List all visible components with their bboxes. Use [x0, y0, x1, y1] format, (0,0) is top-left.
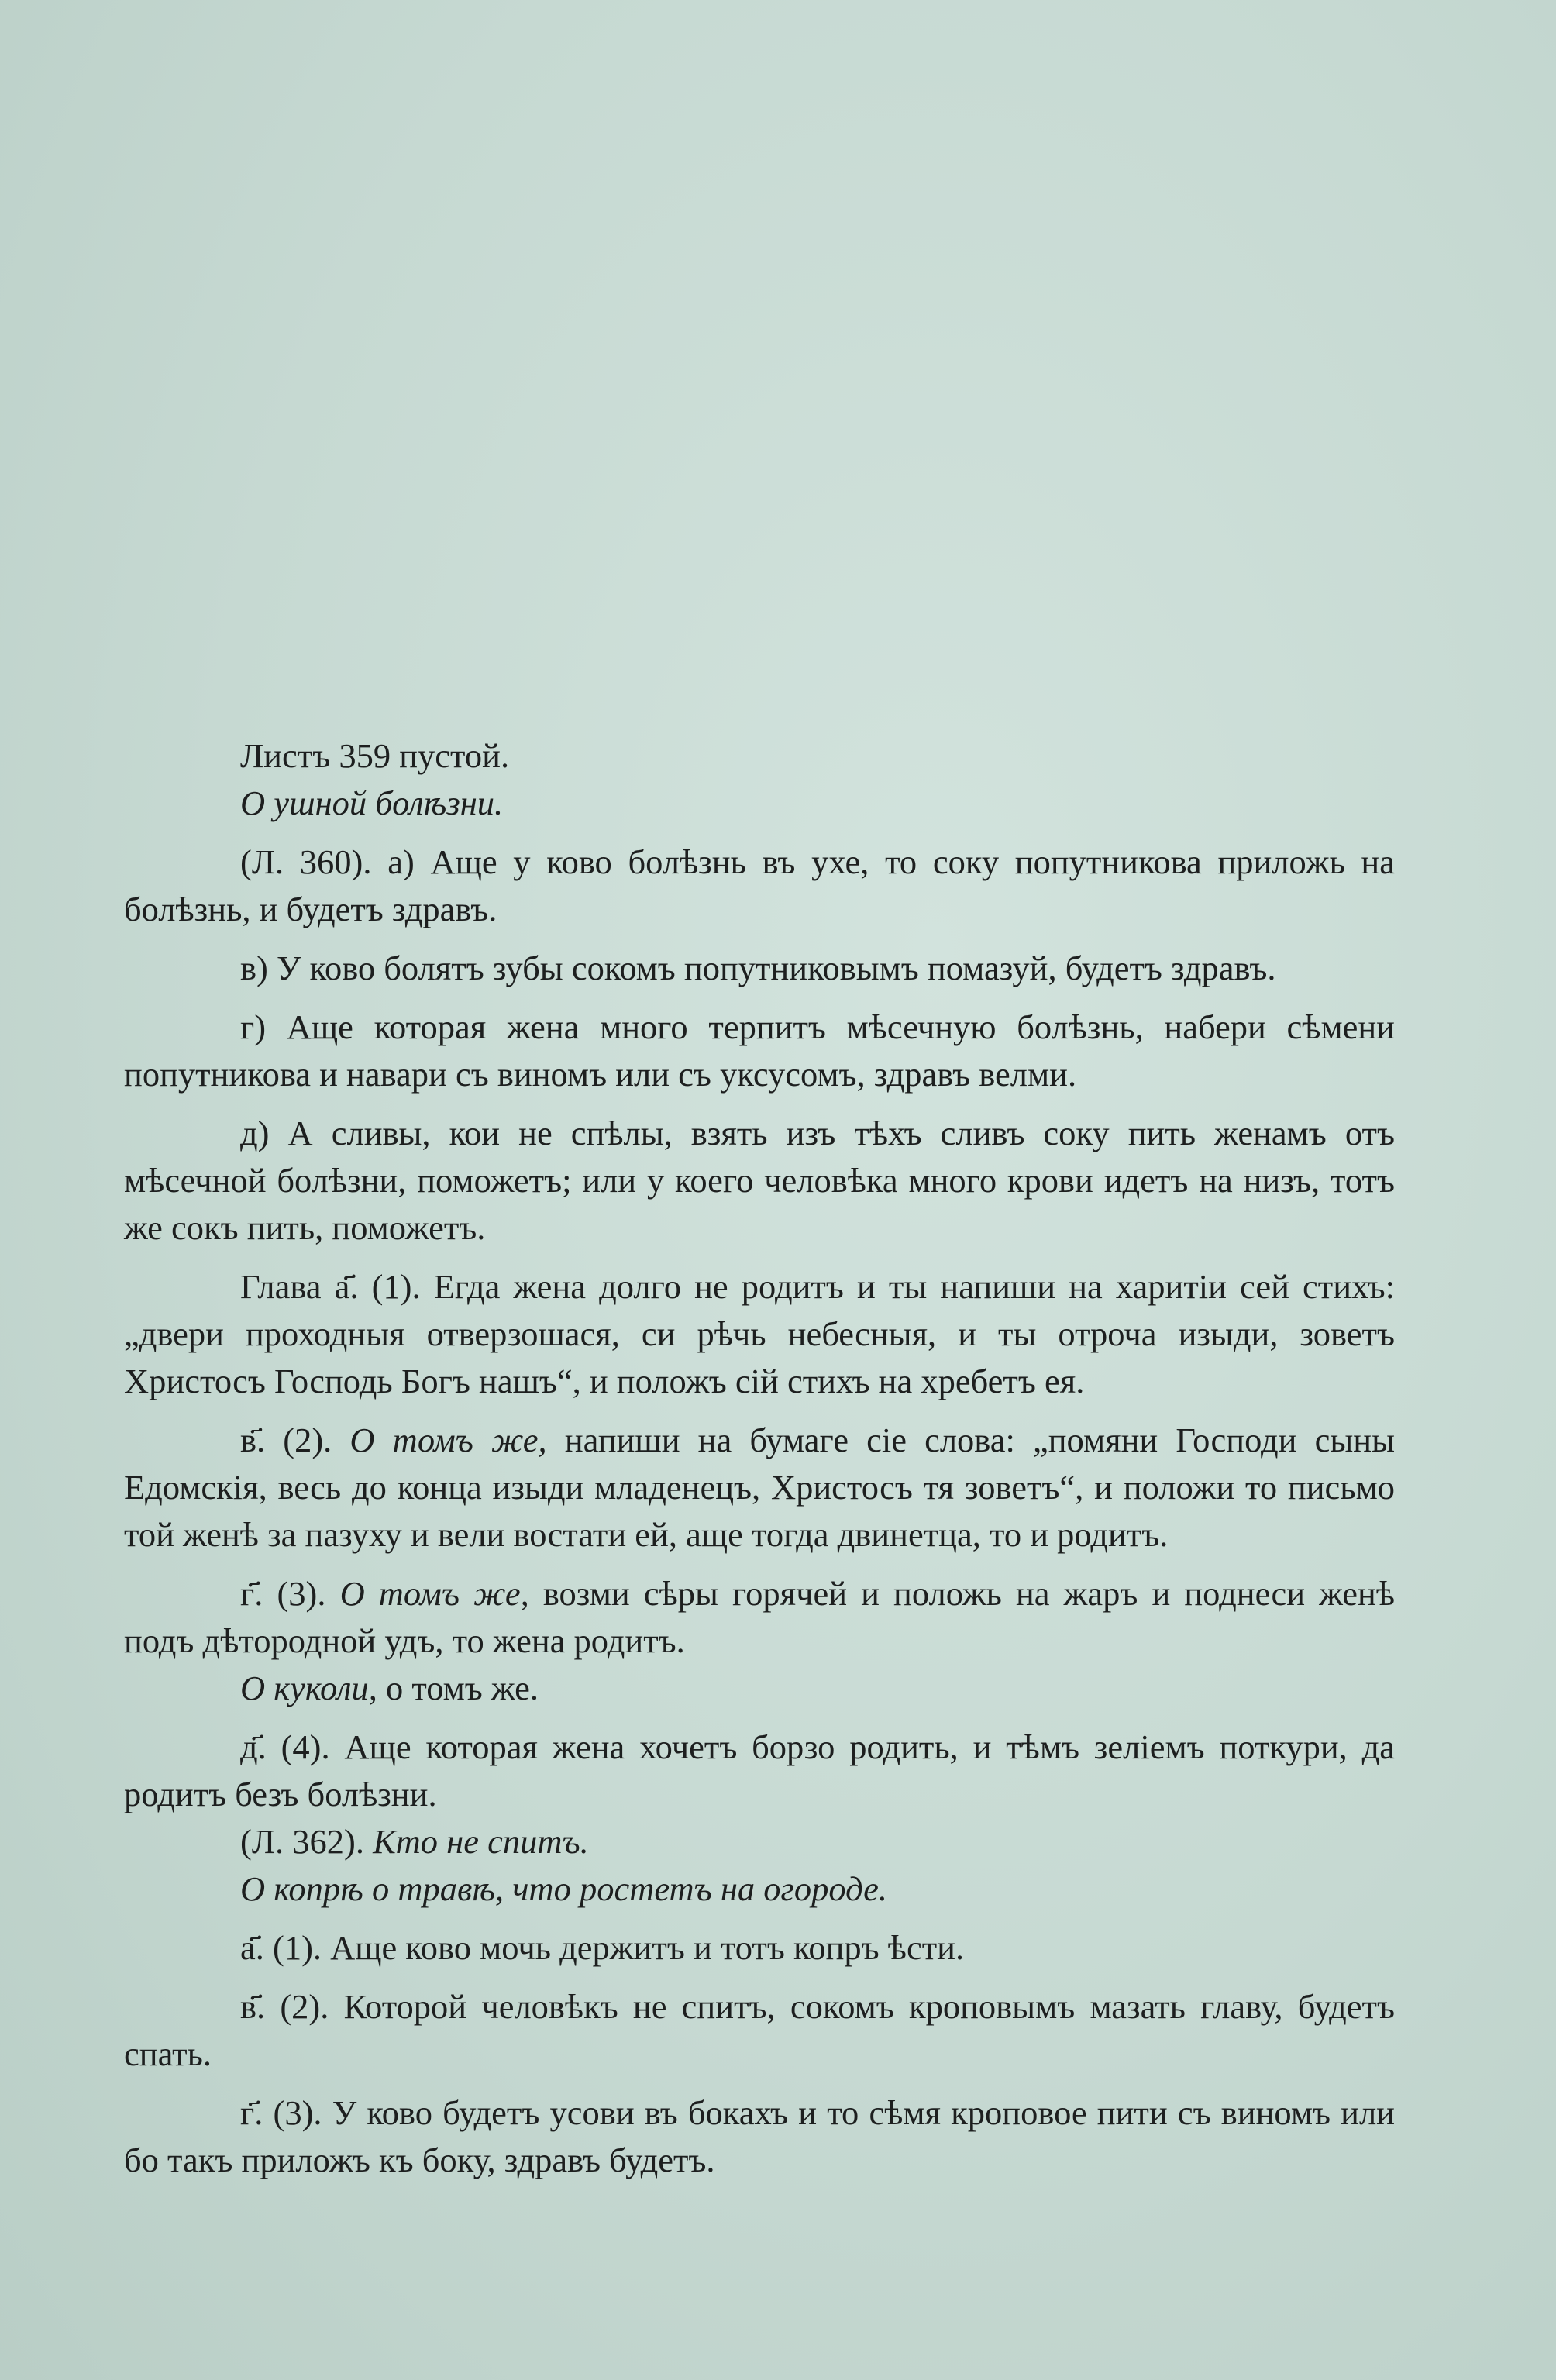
paragraph-cockle [124, 1665, 1395, 1712]
paragraph-item-a [124, 839, 1395, 933]
item-text: У ково болятъ зубы сокомъ попутниковымъ помазуй, будетъ здравъ. [267, 949, 1276, 987]
item-marker: а҃. (1). [240, 1928, 322, 1967]
item-text: возми сѣры горячей и положь на жаръ и поднеси женѣ подъ дѣтородной удъ, то жена родитъ. [124, 1574, 1396, 1660]
item-italic-lead: О куколи, [240, 1669, 377, 1707]
item-marker: в҃. (2). [240, 1987, 329, 2026]
heading-dill: О копрѣ о травѣ, что ростетъ на огороде. [240, 1869, 888, 1908]
item-marker: Глава а҃. (1). [240, 1267, 421, 1306]
paragraph-chapter-2 [124, 1417, 1395, 1559]
item-marker: (Л. 360). а) [240, 842, 415, 881]
paragraph-item-d [124, 1110, 1395, 1252]
item-text: Которой человѣкъ не спитъ, сокомъ кроповымъ мазать главу, будетъ спать. [124, 1987, 1395, 2073]
item-marker: в) [240, 949, 268, 987]
item-marker: г҃. (3). [240, 1574, 326, 1613]
item-text: о томъ же. [377, 1669, 539, 1707]
item-text: А сливы, кои не спѣлы, взять изъ тѣхъ сливъ соку пить женамъ отъ мѣсечной болѣзни, поможетъ; или у коего человѣка много крови идетъ на низъ, тотъ же сокъ пить, поможетъ. [124, 1114, 1395, 1247]
paragraph-dill-3 [124, 2089, 1395, 2184]
item-marker: д҃. (4). [240, 1727, 330, 1766]
heading-ear-disease: О ушной болѣзни. [240, 784, 504, 822]
item-marker: д) [240, 1114, 270, 1152]
item-italic-lead: О томъ же, [332, 1421, 547, 1459]
item-italic-lead: Кто не спитъ. [363, 1822, 589, 1861]
paragraph-leaf-362 [124, 1818, 1395, 1865]
paragraph-item-g [124, 1004, 1395, 1098]
item-marker: (Л. 362). [240, 1822, 364, 1861]
item-text: напиши на бумаге сіе слова: „помяни Господи сыны Едомскія, весь до конца изыди младенецъ, Христосъ тя зоветъ“, и положи то письмо той женѣ за пазуху и вели востати ей, аще тогда двинетца, то и родитъ. [124, 1421, 1395, 1554]
item-marker: в҃. (2). [240, 1421, 332, 1459]
item-italic-lead: О томъ же, [325, 1574, 529, 1613]
paragraph-chapter-1 [124, 1263, 1395, 1405]
paragraph-chapter-3 [124, 1570, 1395, 1665]
item-marker: г҃. (3). [240, 2093, 322, 2132]
item-text: Аще которая жена хочетъ борзо родить, и тѣмъ зеліемъ поткури, да родитъ безъ болѣзни. [124, 1727, 1396, 1813]
page-text-column [124, 732, 1395, 2184]
item-text: Егда жена долго не родитъ и ты напиши на харитіи сей стихъ: „двери проходныя отверзошася, си рѣчь небесныя, и ты отроча изыди, зоветъ Христосъ Господь Богъ нашъ“, и положъ сій стихъ на хребетъ ея. [124, 1267, 1396, 1400]
paragraph-item-v [124, 945, 1395, 992]
paragraph-chapter-4 [124, 1724, 1395, 1818]
paragraph-dill-2 [124, 1983, 1395, 2078]
item-text: Аще ково мочь держитъ и тотъ копръ ѣсти. [322, 1928, 965, 1967]
item-marker: г) [240, 1007, 267, 1046]
item-text: У ково будетъ усови въ бокахъ и то сѣмя кроповое пити съ виномъ или бо такъ приложъ къ боку, здравъ будетъ. [124, 2093, 1395, 2179]
paragraph-empty-leaf-note: Листъ 359 пустой. [240, 736, 510, 775]
item-text: Аще которая жена много терпитъ мѣсечную болѣзнь, набери сѣмени попутникова и навари съ виномъ или съ уксусомъ, здравъ велми. [124, 1007, 1395, 1094]
paragraph-dill-1 [124, 1924, 1395, 1972]
item-text: Аще у ково болѣзнь въ ухе, то соку попутникова приложь на болѣзнь, и будетъ здравъ. [124, 842, 1395, 928]
